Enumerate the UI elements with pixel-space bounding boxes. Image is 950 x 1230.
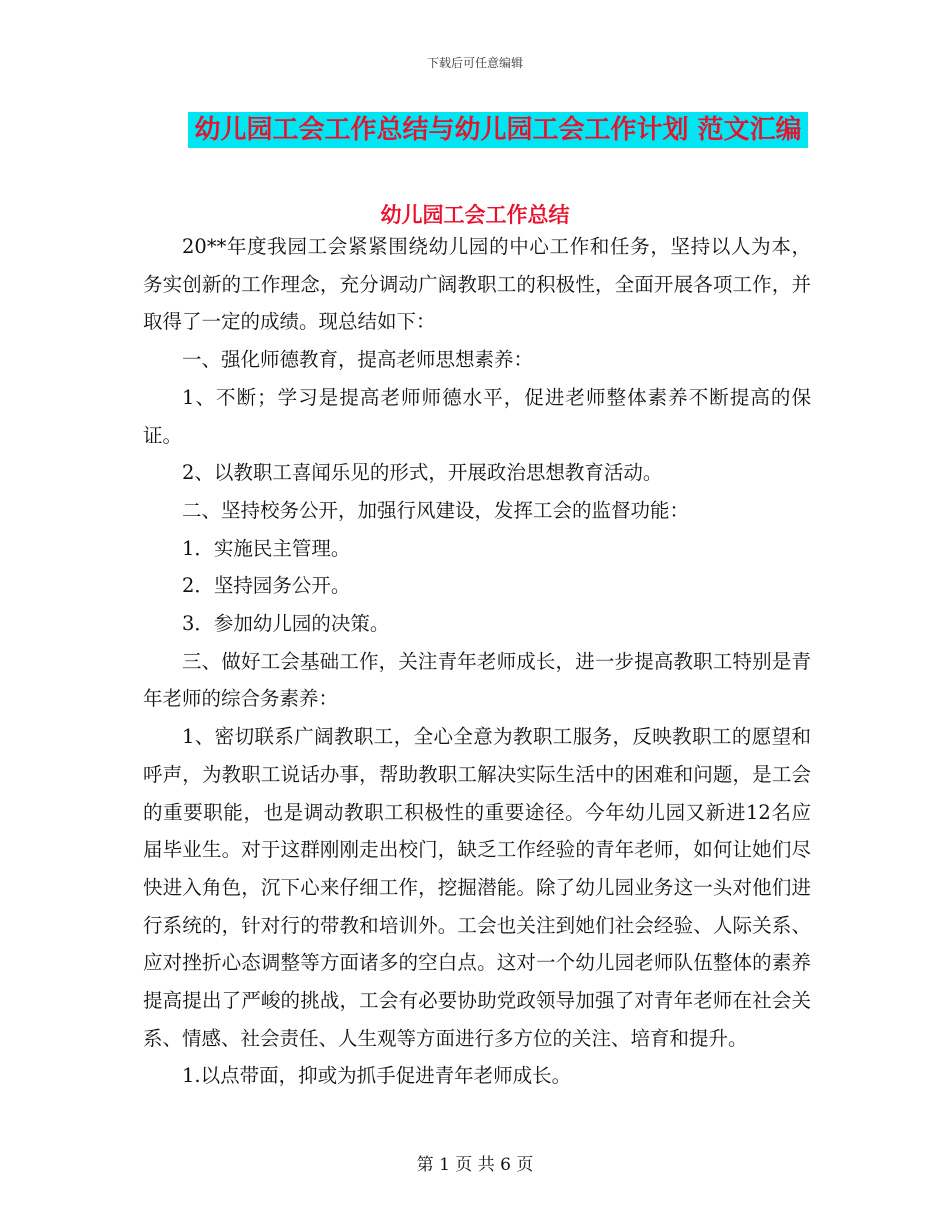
document-body [143, 228, 811, 1095]
paragraph: 20**年度我园工会紧紧围绕幼儿园的中心工作和任务，坚持以人为本，务实创新的工作理念，充分调动广阔教职工的积极性，全面开展各项工作，并取得了一定的成绩。现总结如下： [143, 235, 811, 334]
section-title: 幼儿园工会工作总结 [380, 203, 570, 227]
paragraph: 一、强化师德教育，提高老师思想素养： [182, 348, 534, 372]
paragraph: 1、不断；学习是提高老师师德水平，促进老师整体素养不断提高的保证。 [143, 385, 811, 447]
paragraph: 2．坚持园务公开。 [182, 574, 351, 598]
paragraph: 2、以教职工喜闻乐见的形式，开展政治思想教育活动。 [182, 461, 663, 485]
paragraph: 三、做好工会基础工作，关注青年老师成长，进一步提高教职工特别是青年老师的综合务素养： [143, 649, 811, 711]
header-note: 下载后可任意编辑 [426, 56, 523, 70]
paragraph: 1．实施民主管理。 [182, 536, 351, 560]
paragraph: 1.以点带面，抑或为抓手促进青年老师成长。 [182, 1064, 572, 1088]
paragraph: 3．参加幼儿园的决策。 [182, 612, 390, 636]
paragraph: 1、密切联系广阔教职工，全心全意为教职工服务，反映教职工的愿望和呼声，为教职工说话办事，帮助教职工解决实际生活中的困难和问题，是工会的重要职能，也是调动教职工积极性的重要途径。今年幼儿园又新进12名应届毕业生。对于这群刚刚走出校门，缺乏工作经验的青年老师，如何让她们尽快进入角色，沉下心来仔细工作，挖掘潜能。除了幼儿园业务这一头对他们进行系统的，针对行的带教和培训外。工会也关注到她们社会经验、人际关系、应对挫折心态调整等方面诸多的空白点。这对一个幼儿园老师队伍整体的素养提高提出了严峻的挑战，工会有必要协助党政领导加强了对青年老师在社会关系、情感、社会责任、人生观等方面进行多方位的关注、培育和提升。 [143, 725, 811, 1050]
paragraph: 二、坚持校务公开，加强行风建设，发挥工会的监督功能： [182, 498, 690, 522]
document-title: 幼儿园工会工作总结与幼儿园工会工作计划 范文汇编 [188, 112, 808, 148]
page-footer: 第 1 页 共 6 页 [416, 1155, 534, 1175]
